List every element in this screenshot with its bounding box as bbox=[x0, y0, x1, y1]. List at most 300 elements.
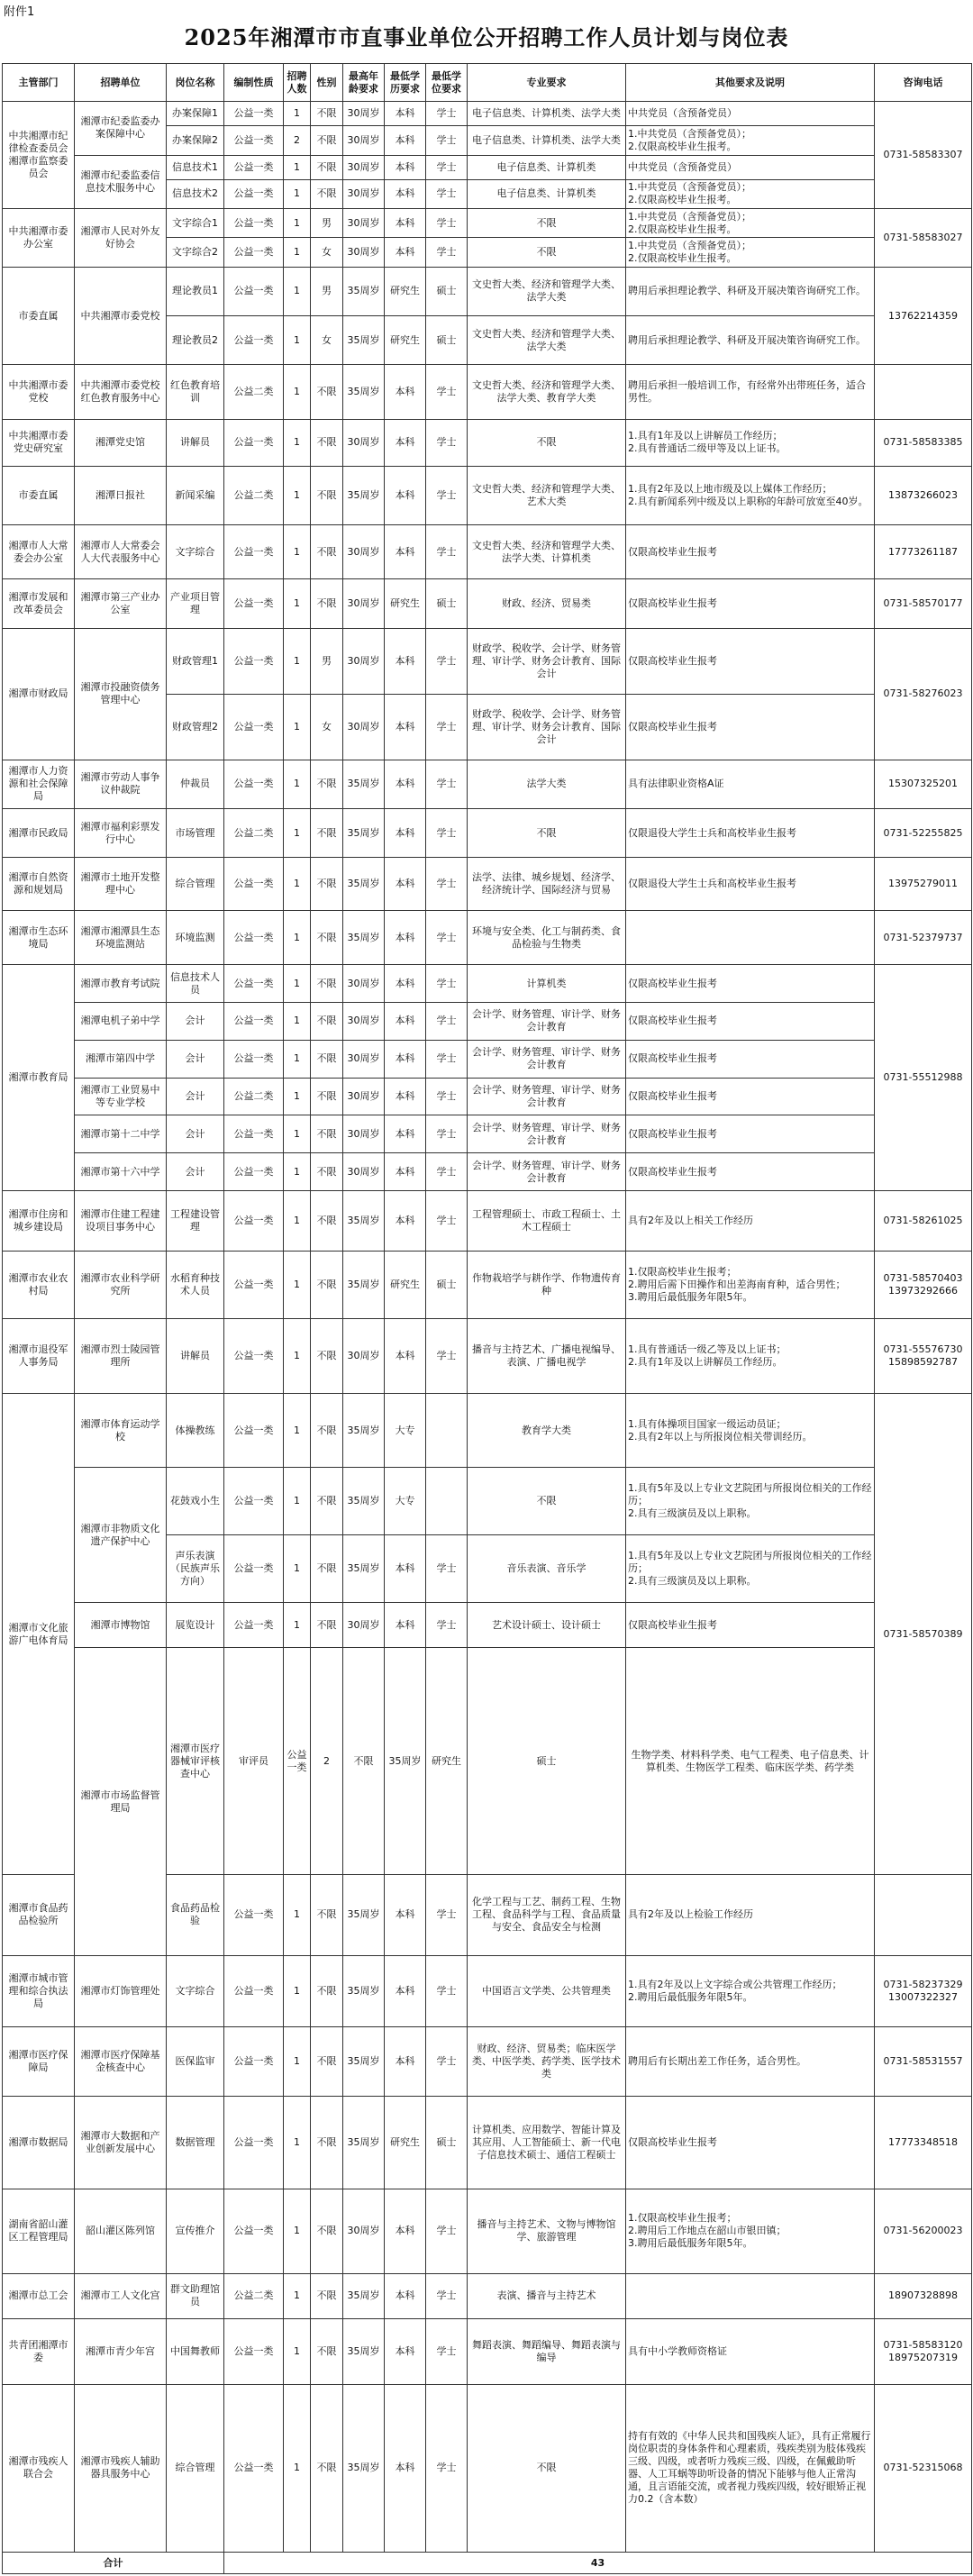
post-cell: 理论教员1 bbox=[167, 267, 224, 315]
major-cell: 法学、法律、城乡规划、经济学、经济统计学、国际经济与贸易 bbox=[468, 858, 626, 910]
degree-cell: 学士 bbox=[426, 1003, 468, 1041]
recruitment-table bbox=[2, 63, 972, 2574]
nature-cell: 公益一类 bbox=[224, 126, 284, 155]
dept-cell: 湖南省韶山灌区工程管理局 bbox=[3, 2189, 75, 2273]
gender-cell: 不限 bbox=[311, 1394, 343, 1467]
phone-cell: 0731-58531557 bbox=[875, 2027, 972, 2097]
gender-cell: 不限 bbox=[311, 1251, 343, 1318]
count-cell: 1 bbox=[284, 1190, 311, 1251]
nature-cell: 公益一类 bbox=[224, 965, 284, 1003]
nature-cell: 公益一类 bbox=[224, 1153, 284, 1191]
attachment-label: 附件1 bbox=[4, 5, 35, 19]
post-cell: 市场管理 bbox=[167, 809, 224, 858]
nature-cell: 公益一类 bbox=[224, 419, 284, 466]
gender-cell: 不限 bbox=[311, 1603, 343, 1648]
gender-cell: 不限 bbox=[311, 419, 343, 466]
nature-cell: 公益一类 bbox=[224, 2384, 284, 2552]
other-cell: 1.中共党员（含预备党员）； 2.仅限高校毕业生报考。 bbox=[626, 126, 875, 155]
table-row bbox=[3, 760, 972, 808]
table-row bbox=[3, 1078, 972, 1115]
degree-cell: 学士 bbox=[426, 858, 468, 910]
major-cell: 表演、播音与主持艺术 bbox=[468, 2273, 626, 2318]
unit-cell: 湘潭市残疾人辅助器具服务中心 bbox=[75, 2384, 167, 2552]
age-cell: 30周岁 bbox=[343, 965, 385, 1003]
count-cell: 1 bbox=[284, 1874, 311, 1955]
dept-cell: 市委直属 bbox=[3, 267, 75, 365]
table-row bbox=[3, 524, 972, 579]
post-cell: 信息技术2 bbox=[167, 179, 224, 208]
post-cell: 讲解员 bbox=[167, 1318, 224, 1394]
age-cell: 35周岁 bbox=[343, 1874, 385, 1955]
nature-cell: 公益二类 bbox=[224, 2273, 284, 2318]
education-cell: 本科 bbox=[385, 1040, 426, 1078]
unit-cell: 湘潭日报社 bbox=[75, 467, 167, 525]
nature-cell: 公益一类 bbox=[224, 209, 284, 238]
education-cell: 研究生 bbox=[385, 579, 426, 628]
count-cell: 1 bbox=[284, 2097, 311, 2189]
table-row bbox=[3, 2027, 972, 2097]
table-row bbox=[3, 1394, 972, 1467]
unit-cell: 湘潭市灯饰管理处 bbox=[75, 1955, 167, 2026]
page-title: 2025年湘潭市市直事业单位公开招聘工作人员计划与岗位表 bbox=[184, 24, 789, 50]
degree-cell: 学士 bbox=[426, 1040, 468, 1078]
nature-cell: 公益一类 bbox=[224, 694, 284, 760]
table-row bbox=[3, 628, 972, 694]
phone-cell: 13762214359 bbox=[875, 267, 972, 365]
major-cell: 不限 bbox=[468, 238, 626, 267]
education-cell: 本科 bbox=[385, 760, 426, 808]
unit-cell: 湘潭市纪委监委办案保障中心 bbox=[75, 102, 167, 156]
post-cell: 红色教育培训 bbox=[167, 365, 224, 420]
post-cell: 信息技术1 bbox=[167, 155, 224, 179]
age-cell: 35周岁 bbox=[343, 1467, 385, 1534]
gender-cell: 不限 bbox=[311, 1153, 343, 1191]
phone-cell: 0731-58570389 bbox=[875, 1394, 972, 1875]
count-cell: 1 bbox=[284, 579, 311, 628]
unit-cell: 湘潭市第十二中学 bbox=[75, 1115, 167, 1153]
gender-cell: 不限 bbox=[311, 2189, 343, 2273]
dept-cell: 湘潭市医疗保障局 bbox=[3, 2027, 75, 2097]
education-cell: 本科 bbox=[385, 467, 426, 525]
age-cell: 35周岁 bbox=[343, 365, 385, 420]
education-cell: 本科 bbox=[385, 965, 426, 1003]
education-cell: 本科 bbox=[385, 1153, 426, 1191]
post-cell: 工程建设管理 bbox=[167, 1190, 224, 1251]
nature-cell: 公益一类 bbox=[224, 179, 284, 208]
major-cell: 不限 bbox=[468, 419, 626, 466]
degree-cell: 学士 bbox=[426, 1318, 468, 1394]
nature-cell: 公益一类 bbox=[224, 579, 284, 628]
table-row bbox=[3, 1040, 972, 1078]
count-cell: 1 bbox=[284, 2273, 311, 2318]
nature-cell: 公益一类 bbox=[224, 155, 284, 179]
phone-cell: 13873266023 bbox=[875, 467, 972, 525]
header-cell: 最高年龄要求 bbox=[343, 64, 385, 102]
post-cell: 水稻育种技术人员 bbox=[167, 1251, 224, 1318]
post-cell: 会计 bbox=[167, 1115, 224, 1153]
count-cell: 1 bbox=[284, 1318, 311, 1394]
phone-cell: 17773261187 bbox=[875, 524, 972, 579]
age-cell: 30周岁 bbox=[343, 524, 385, 579]
education-cell: 本科 bbox=[385, 2384, 426, 2552]
dept-cell: 中共湘潭市委党校 bbox=[3, 365, 75, 420]
table-row bbox=[3, 102, 972, 126]
degree-cell: 学士 bbox=[426, 155, 468, 179]
nature-cell: 公益一类 bbox=[224, 858, 284, 910]
gender-cell: 不限 bbox=[311, 2097, 343, 2189]
phone-cell bbox=[875, 1874, 972, 1955]
age-cell: 30周岁 bbox=[343, 126, 385, 155]
post-cell: 群文助理馆员 bbox=[167, 2273, 224, 2318]
count-cell: 1 bbox=[284, 267, 311, 315]
gender-cell: 不限 bbox=[343, 1648, 385, 1875]
major-cell: 计算机类、应用数学、智能计算及其应用、人工智能硕士、新一代电子信息技术硕士、通信工程硕士 bbox=[468, 2097, 626, 2189]
phone-cell: 0731-52315068 bbox=[875, 2384, 972, 2552]
degree-cell: 硕士 bbox=[426, 316, 468, 365]
post-cell: 中国舞教师 bbox=[167, 2318, 224, 2384]
unit-cell: 湘潭市医疗器械审评核查中心 bbox=[167, 1648, 224, 1875]
age-cell: 35周岁 bbox=[343, 2318, 385, 2384]
count-cell: 1 bbox=[284, 467, 311, 525]
unit-cell: 湘潭市工人文化宫 bbox=[75, 2273, 167, 2318]
gender-cell: 不限 bbox=[311, 858, 343, 910]
degree-cell: 学士 bbox=[426, 419, 468, 466]
major-cell: 不限 bbox=[468, 209, 626, 238]
table-row bbox=[3, 155, 972, 179]
degree-cell: 学士 bbox=[426, 2273, 468, 2318]
dept-cell: 湘潭市文化旅游广电体育局 bbox=[3, 1394, 75, 1875]
degree-cell: 学士 bbox=[426, 126, 468, 155]
table-row bbox=[3, 858, 972, 910]
nature-cell: 公益一类 bbox=[224, 2189, 284, 2273]
unit-cell: 湘潭市青少年宫 bbox=[75, 2318, 167, 2384]
major-cell: 电子信息类、计算机类 bbox=[468, 155, 626, 179]
other-cell: 1.中共党员（含预备党员）； 2.仅限高校毕业生报考。 bbox=[626, 238, 875, 267]
age-cell: 35周岁 bbox=[343, 760, 385, 808]
gender-cell: 不限 bbox=[311, 524, 343, 579]
table-row bbox=[3, 209, 972, 238]
nature-cell: 公益一类 bbox=[224, 1190, 284, 1251]
age-cell: 35周岁 bbox=[343, 858, 385, 910]
dept-cell: 湘潭市退役军人事务局 bbox=[3, 1318, 75, 1394]
other-cell: 持有有效的《中华人民共和国残疾人证》，具有正常履行岗位职责的身体条件和心理素质，残疾类别为肢体残疾三级、四级，或者听力残疾三级、四级，在佩戴助听器、人工耳蜗等助听设备的情况下能够与他人正常沟通，且言语能交流，或者视力残疾四级，较好眼矫正视力0.2（含本数） bbox=[626, 2384, 875, 2552]
count-cell: 1 bbox=[284, 1467, 311, 1534]
major-cell: 工程管理硕士、市政工程硕士、土木工程硕士 bbox=[468, 1190, 626, 1251]
education-cell: 本科 bbox=[385, 2189, 426, 2273]
unit-cell: 韶山灌区陈列馆 bbox=[75, 2189, 167, 2273]
count-cell: 1 bbox=[284, 179, 311, 208]
major-cell: 文史哲大类、经济和管理学大类、法学大类 bbox=[468, 267, 626, 315]
unit-cell: 湘潭市人大常委会人大代表服务中心 bbox=[75, 524, 167, 579]
count-cell: 1 bbox=[284, 1535, 311, 1603]
header-cell: 性别 bbox=[311, 64, 343, 102]
gender-cell: 不限 bbox=[311, 809, 343, 858]
degree-cell: 学士 bbox=[426, 2027, 468, 2097]
phone-cell: 0731-58583027 bbox=[875, 209, 972, 268]
nature-cell: 公益一类 bbox=[224, 1874, 284, 1955]
post-cell: 花鼓戏小生 bbox=[167, 1467, 224, 1534]
post-cell: 医保监审 bbox=[167, 2027, 224, 2097]
major-cell: 财政、经济、贸易类 bbox=[468, 579, 626, 628]
dept-cell: 湘潭市教育局 bbox=[3, 965, 75, 1191]
post-cell: 会计 bbox=[167, 1153, 224, 1191]
dept-cell: 湘潭市市场监督管理局 bbox=[75, 1648, 167, 1955]
dept-cell: 湘潭市民政局 bbox=[3, 809, 75, 858]
major-cell: 会计学、财务管理、审计学、财务会计教育 bbox=[468, 1078, 626, 1115]
gender-cell: 不限 bbox=[311, 102, 343, 126]
other-cell: 仅限高校毕业生报考 bbox=[626, 1040, 875, 1078]
phone-cell: 0731-55576730 15898592787 bbox=[875, 1318, 972, 1394]
post-cell: 讲解员 bbox=[167, 419, 224, 466]
degree-cell: 学士 bbox=[426, 2384, 468, 2552]
table-row bbox=[3, 965, 972, 1003]
nature-cell: 公益二类 bbox=[224, 809, 284, 858]
degree-cell: 学士 bbox=[426, 102, 468, 126]
dept-cell: 湘潭市发展和改革委员会 bbox=[3, 579, 75, 628]
gender-cell: 不限 bbox=[311, 1955, 343, 2026]
education-cell: 本科 bbox=[385, 126, 426, 155]
table-row bbox=[3, 419, 972, 466]
major-cell: 会计学、财务管理、审计学、财务会计教育 bbox=[468, 1153, 626, 1191]
degree-cell: 学士 bbox=[426, 2318, 468, 2384]
table-row bbox=[3, 267, 972, 315]
major-cell: 音乐表演、音乐学 bbox=[468, 1535, 626, 1603]
count-cell: 1 bbox=[284, 760, 311, 808]
count-cell: 1 bbox=[284, 1003, 311, 1041]
other-cell bbox=[626, 910, 875, 965]
other-cell: 具有2年及以上相关工作经历 bbox=[626, 1190, 875, 1251]
gender-cell: 不限 bbox=[311, 1040, 343, 1078]
count-cell: 1 bbox=[284, 2189, 311, 2273]
post-cell: 食品药品检验 bbox=[167, 1874, 224, 1955]
degree-cell: 硕士 bbox=[426, 267, 468, 315]
major-cell: 会计学、财务管理、审计学、财务会计教育 bbox=[468, 1040, 626, 1078]
age-cell: 35周岁 bbox=[343, 2097, 385, 2189]
other-cell: 仅限退役大学生士兵和高校毕业生报考 bbox=[626, 809, 875, 858]
degree-cell: 学士 bbox=[426, 760, 468, 808]
table-row bbox=[3, 467, 972, 525]
post-cell: 产业项目管理 bbox=[167, 579, 224, 628]
education-cell: 研究生 bbox=[426, 1648, 468, 1875]
unit-cell: 湘潭市教育考试院 bbox=[75, 965, 167, 1003]
other-cell: 仅限高校毕业生报考 bbox=[626, 1153, 875, 1191]
gender-cell: 不限 bbox=[311, 1467, 343, 1534]
nature-cell: 公益一类 bbox=[224, 267, 284, 315]
degree-cell: 学士 bbox=[426, 628, 468, 694]
nature-cell: 公益一类 bbox=[224, 628, 284, 694]
post-cell: 声乐表演（民族声乐方向） bbox=[167, 1535, 224, 1603]
nature-cell: 公益一类 bbox=[224, 1603, 284, 1648]
unit-cell: 湘潭市医疗保障基金核查中心 bbox=[75, 2027, 167, 2097]
post-cell: 审评员 bbox=[224, 1648, 284, 1875]
age-cell: 35周岁 bbox=[343, 1251, 385, 1318]
nature-cell: 公益一类 bbox=[224, 1394, 284, 1467]
age-cell: 35周岁 bbox=[343, 1190, 385, 1251]
other-cell: 仅限高校毕业生报考 bbox=[626, 1078, 875, 1115]
post-cell: 宣传推介 bbox=[167, 2189, 224, 2273]
phone-cell: 0731-58570403 13973292666 bbox=[875, 1251, 972, 1318]
phone-cell: 0731-58276023 bbox=[875, 628, 972, 760]
other-cell: 仅限高校毕业生报考 bbox=[626, 1603, 875, 1648]
gender-cell: 不限 bbox=[311, 1535, 343, 1603]
unit-cell: 中共湘潭市委党校 bbox=[75, 267, 167, 365]
post-cell: 文字综合2 bbox=[167, 238, 224, 267]
unit-cell: 湘潭党史馆 bbox=[75, 419, 167, 466]
post-cell: 体操教练 bbox=[167, 1394, 224, 1467]
nature-cell: 公益一类 bbox=[224, 2318, 284, 2384]
gender-cell: 不限 bbox=[311, 1003, 343, 1041]
table-row bbox=[3, 2189, 972, 2273]
gender-cell: 不限 bbox=[311, 579, 343, 628]
degree-cell: 学士 bbox=[426, 2189, 468, 2273]
other-cell: 仅限高校毕业生报考 bbox=[626, 694, 875, 760]
gender-cell: 不限 bbox=[311, 2027, 343, 2097]
gender-cell: 不限 bbox=[311, 155, 343, 179]
post-cell: 财政管理1 bbox=[167, 628, 224, 694]
post-cell: 数据管理 bbox=[167, 2097, 224, 2189]
count-cell: 2 bbox=[311, 1648, 343, 1875]
dept-cell: 中共湘潭市委办公室 bbox=[3, 209, 75, 268]
education-cell: 本科 bbox=[385, 365, 426, 420]
education-cell: 本科 bbox=[385, 179, 426, 208]
degree-cell bbox=[426, 1467, 468, 1534]
dept-cell: 中共湘潭市委党史研究室 bbox=[3, 419, 75, 466]
unit-cell: 湘潭市非物质文化遗产保护中心 bbox=[75, 1467, 167, 1602]
gender-cell: 男 bbox=[311, 267, 343, 315]
unit-cell: 湘潭市烈士陵园管理所 bbox=[75, 1318, 167, 1394]
table-row bbox=[3, 1115, 972, 1153]
table-row bbox=[3, 1190, 972, 1251]
major-cell: 中国语言文学类、公共管理类 bbox=[468, 1955, 626, 2026]
education-cell: 本科 bbox=[385, 2027, 426, 2097]
dept-cell: 湘潭市数据局 bbox=[3, 2097, 75, 2189]
major-cell: 生物学类、材料科学类、电气工程类、电子信息类、计算机类、生物医学工程类、临床医学类、药学类 bbox=[626, 1648, 875, 1875]
education-cell: 研究生 bbox=[385, 1251, 426, 1318]
header-cell: 咨询电话 bbox=[875, 64, 972, 102]
gender-cell: 女 bbox=[311, 316, 343, 365]
age-cell: 30周岁 bbox=[343, 1153, 385, 1191]
table-row bbox=[3, 1648, 972, 1875]
phone-cell: 0731-58583385 bbox=[875, 419, 972, 466]
education-cell: 本科 bbox=[385, 419, 426, 466]
phone-cell: 0731-55512988 bbox=[875, 965, 972, 1191]
major-cell: 化学工程与工艺、制药工程、生物工程、食品科学与工程、食品质量与安全、食品安全与检测 bbox=[468, 1874, 626, 1955]
other-cell: 1.具有体操项目国家一级运动员证； 2.具有2年以上与所报岗位相关带训经历。 bbox=[626, 1394, 875, 1467]
degree-cell: 学士 bbox=[426, 910, 468, 965]
post-cell: 会计 bbox=[167, 1078, 224, 1115]
education-cell: 研究生 bbox=[385, 2097, 426, 2189]
gender-cell: 不限 bbox=[311, 365, 343, 420]
gender-cell: 不限 bbox=[311, 760, 343, 808]
degree-cell: 学士 bbox=[426, 694, 468, 760]
education-cell: 本科 bbox=[385, 1535, 426, 1603]
count-cell: 1 bbox=[284, 910, 311, 965]
table-row bbox=[3, 809, 972, 858]
degree-cell: 学士 bbox=[426, 467, 468, 525]
major-cell: 艺术设计硕士、设计硕士 bbox=[468, 1603, 626, 1648]
count-cell: 1 bbox=[284, 1603, 311, 1648]
unit-cell: 湘潭市博物馆 bbox=[75, 1603, 167, 1648]
major-cell: 财政学、税收学、会计学、财务管理、审计学、财务会计教育、国际会计 bbox=[468, 628, 626, 694]
count-cell: 1 bbox=[284, 1153, 311, 1191]
dept-cell: 湘潭市城市管理和综合执法局 bbox=[3, 1955, 75, 2026]
age-cell: 30周岁 bbox=[343, 209, 385, 238]
degree-cell: 学士 bbox=[426, 524, 468, 579]
phone-cell bbox=[875, 365, 972, 420]
age-cell: 35周岁 bbox=[343, 316, 385, 365]
education-cell: 大专 bbox=[385, 1394, 426, 1467]
education-cell: 本科 bbox=[385, 102, 426, 126]
count-cell: 1 bbox=[284, 1040, 311, 1078]
major-cell: 作物栽培学与耕作学、作物遗传育种 bbox=[468, 1251, 626, 1318]
major-cell: 会计学、财务管理、审计学、财务会计教育 bbox=[468, 1003, 626, 1041]
age-cell: 30周岁 bbox=[343, 238, 385, 267]
table-row bbox=[3, 1955, 972, 2026]
count-cell: 1 bbox=[284, 628, 311, 694]
header-cell: 最低学位要求 bbox=[426, 64, 468, 102]
table-row bbox=[3, 910, 972, 965]
phone-cell: 0731-56200023 bbox=[875, 2189, 972, 2273]
header-cell: 招聘单位 bbox=[75, 64, 167, 102]
other-cell: 仅限高校毕业生报考 bbox=[626, 1115, 875, 1153]
other-cell: 仅限高校毕业生报考 bbox=[626, 579, 875, 628]
dept-cell: 中共湘潭市纪律检查委员会湘潭市监察委员会 bbox=[3, 102, 75, 209]
gender-cell: 不限 bbox=[311, 1318, 343, 1394]
count-cell: 1 bbox=[284, 809, 311, 858]
age-cell: 35周岁 bbox=[343, 809, 385, 858]
major-cell: 文史哲大类、经济和管理学大类、法学大类、教育学大类 bbox=[468, 365, 626, 420]
education-cell: 本科 bbox=[385, 628, 426, 694]
unit-cell: 湘潭市劳动人事争议仲裁院 bbox=[75, 760, 167, 808]
age-cell: 30周岁 bbox=[343, 1003, 385, 1041]
education-cell: 本科 bbox=[385, 1115, 426, 1153]
post-cell: 环境监测 bbox=[167, 910, 224, 965]
gender-cell: 不限 bbox=[311, 1190, 343, 1251]
unit-cell: 湘潭市福利彩票发行中心 bbox=[75, 809, 167, 858]
degree-cell: 学士 bbox=[426, 1153, 468, 1191]
education-cell: 本科 bbox=[385, 2318, 426, 2384]
dept-cell: 湘潭市残疾人联合会 bbox=[3, 2384, 75, 2552]
post-cell: 综合管理 bbox=[167, 858, 224, 910]
age-cell: 35周岁 bbox=[343, 1394, 385, 1467]
unit-cell: 湘潭市体育运动学校 bbox=[75, 1394, 167, 1467]
degree-cell: 学士 bbox=[426, 238, 468, 267]
education-cell: 研究生 bbox=[385, 316, 426, 365]
gender-cell: 不限 bbox=[311, 2384, 343, 2552]
count-cell: 1 bbox=[284, 694, 311, 760]
education-cell: 本科 bbox=[385, 809, 426, 858]
post-cell: 文字综合 bbox=[167, 524, 224, 579]
dept-cell: 湘潭市人力资源和社会保障局 bbox=[3, 760, 75, 808]
degree-cell: 硕士 bbox=[426, 579, 468, 628]
table-row bbox=[3, 1251, 972, 1318]
major-cell: 计算机类 bbox=[468, 965, 626, 1003]
nature-cell: 公益一类 bbox=[224, 238, 284, 267]
post-cell: 文字综合1 bbox=[167, 209, 224, 238]
post-cell: 会计 bbox=[167, 1040, 224, 1078]
major-cell: 电子信息类、计算机类、法学大类 bbox=[468, 126, 626, 155]
unit-cell: 湘潭市人民对外友好协会 bbox=[75, 209, 167, 268]
education-cell: 本科 bbox=[385, 1603, 426, 1648]
nature-cell: 公益一类 bbox=[224, 1467, 284, 1534]
post-cell: 文字综合 bbox=[167, 1955, 224, 2026]
other-cell: 中共党员（含预备党员） bbox=[626, 102, 875, 126]
header-cell: 主管部门 bbox=[3, 64, 75, 102]
phone-cell: 17773348518 bbox=[875, 2097, 972, 2189]
other-cell: 1.具有5年及以上专业文艺院团与所报岗位相关的工作经历； 2.具有三级演员及以上职称。 bbox=[626, 1467, 875, 1534]
unit-cell: 湘潭市第三产业办公室 bbox=[75, 579, 167, 628]
table-row bbox=[3, 365, 972, 420]
